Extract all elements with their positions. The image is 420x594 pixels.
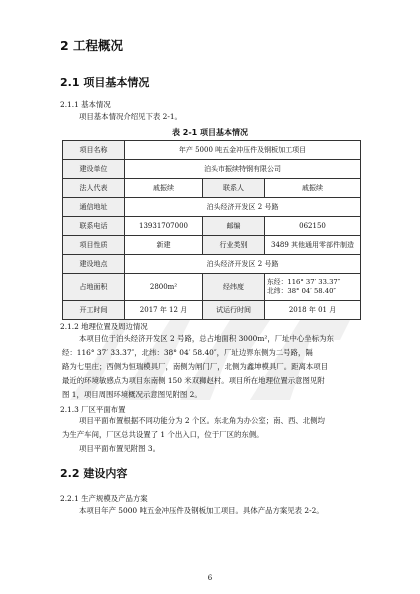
layout-paragraph-line: 为生产车间，厂区总共设置了 1 个出入口，位于厂区的东侧。	[62, 430, 264, 439]
section-heading-basic: 2.1 项目基本情况	[60, 76, 150, 89]
coordinate-east: 东经：116° 37′ 33.37″	[267, 278, 341, 286]
cell-value: 13931707000	[125, 217, 203, 236]
page-number: 6	[207, 574, 213, 582]
table-row	[63, 255, 361, 274]
cell-label: 邮编	[203, 217, 265, 236]
cell-value-coordinates	[265, 274, 361, 301]
coordinate-north: 北纬：38° 04′ 58.40″	[267, 287, 336, 295]
layout-paragraph-line: 项目平面布置根据不同功能分为 2 个区。东北角为办公室；南、西、北侧均	[79, 416, 325, 425]
cell-value: 3489 其他通用零部件制造	[265, 236, 361, 255]
subsection-heading-location: 2.1.2 地理位置及周边情况	[60, 322, 148, 331]
table-caption: 表 2-1 项目基本情况	[171, 128, 249, 137]
cell-value: 泊头经济开发区 2 号路	[125, 255, 361, 274]
location-paragraph-line: 路为七里庄；西侧为恒瑞模具厂，南侧为闸门厂，北侧为鑫坤模具厂。距离本项目	[62, 362, 329, 371]
scale-paragraph: 本项目年产 5000 吨五金冲压件及钢板加工项目。具体产品方案见表 2-2。	[79, 506, 324, 515]
layout-paragraph-line: 项目平面布置见附图 3。	[79, 444, 160, 453]
cell-value: 戚振续	[265, 179, 361, 198]
cell-value: 泊头市振续特钢有限公司	[125, 160, 361, 179]
cell-value: 2017 年 12 月	[125, 301, 203, 320]
cell-label: 联系人	[203, 179, 265, 198]
table-row	[63, 160, 361, 179]
table-row	[63, 141, 361, 160]
subsection-heading-scale: 2.2.1 生产规模及产品方案	[60, 494, 148, 503]
cell-label: 开工时间	[63, 301, 125, 320]
table-row	[63, 236, 361, 255]
cell-label: 法人代表	[63, 179, 125, 198]
intro-paragraph: 项目基本情况介绍见下表 2-1。	[79, 112, 182, 121]
cell-label: 通信地址	[63, 198, 125, 217]
location-paragraph-line: 经：116° 37′ 33.37″，北纬：38° 04′ 58.40″，厂址边界东侧为二号路，隔	[62, 348, 313, 357]
cell-value: 2800m²	[125, 274, 203, 301]
location-paragraph-line: 本项目位于泊头经济开发区 2 号路，总占地面积 3000m²，厂址中心坐标为东	[79, 334, 334, 343]
cell-label: 经纬度	[203, 274, 265, 301]
cell-value: 泊头经济开发区 2 号路	[125, 198, 361, 217]
cell-label: 建设地点	[63, 255, 125, 274]
cell-value: 戚振续	[125, 179, 203, 198]
project-info-table	[62, 140, 361, 320]
table-row	[63, 274, 361, 301]
section-heading-content: 2.2 建设内容	[60, 467, 128, 480]
cell-label: 联系电话	[63, 217, 125, 236]
table-row	[63, 179, 361, 198]
cell-label: 试运行时间	[203, 301, 265, 320]
cell-label: 建设单位	[63, 160, 125, 179]
cell-label: 占地面积	[63, 274, 125, 301]
cell-value: 2018 年 01 月	[265, 301, 361, 320]
cell-value: 年产 5000 吨五金冲压件及钢板加工项目	[125, 141, 361, 160]
cell-label: 行业类别	[203, 236, 265, 255]
table-row	[63, 217, 361, 236]
subsection-heading-basic: 2.1.1 基本情况	[60, 100, 111, 109]
table-row	[63, 198, 361, 217]
cell-label: 项目性质	[63, 236, 125, 255]
chapter-heading: 2 工程概况	[60, 38, 124, 53]
subsection-heading-layout: 2.1.3 厂区平面布置	[60, 405, 126, 414]
table-row	[63, 301, 361, 320]
location-paragraph-line: 图 1，项目周围环境概况示意图见附图 2。	[62, 390, 202, 399]
location-paragraph-line: 最近的环境敏感点为项目东南侧 150 米双狮赵村。项目所在地理位置示意图见附	[62, 376, 325, 385]
cell-label: 项目名称	[63, 141, 125, 160]
cell-value: 062150	[265, 217, 361, 236]
cell-value: 新建	[125, 236, 203, 255]
